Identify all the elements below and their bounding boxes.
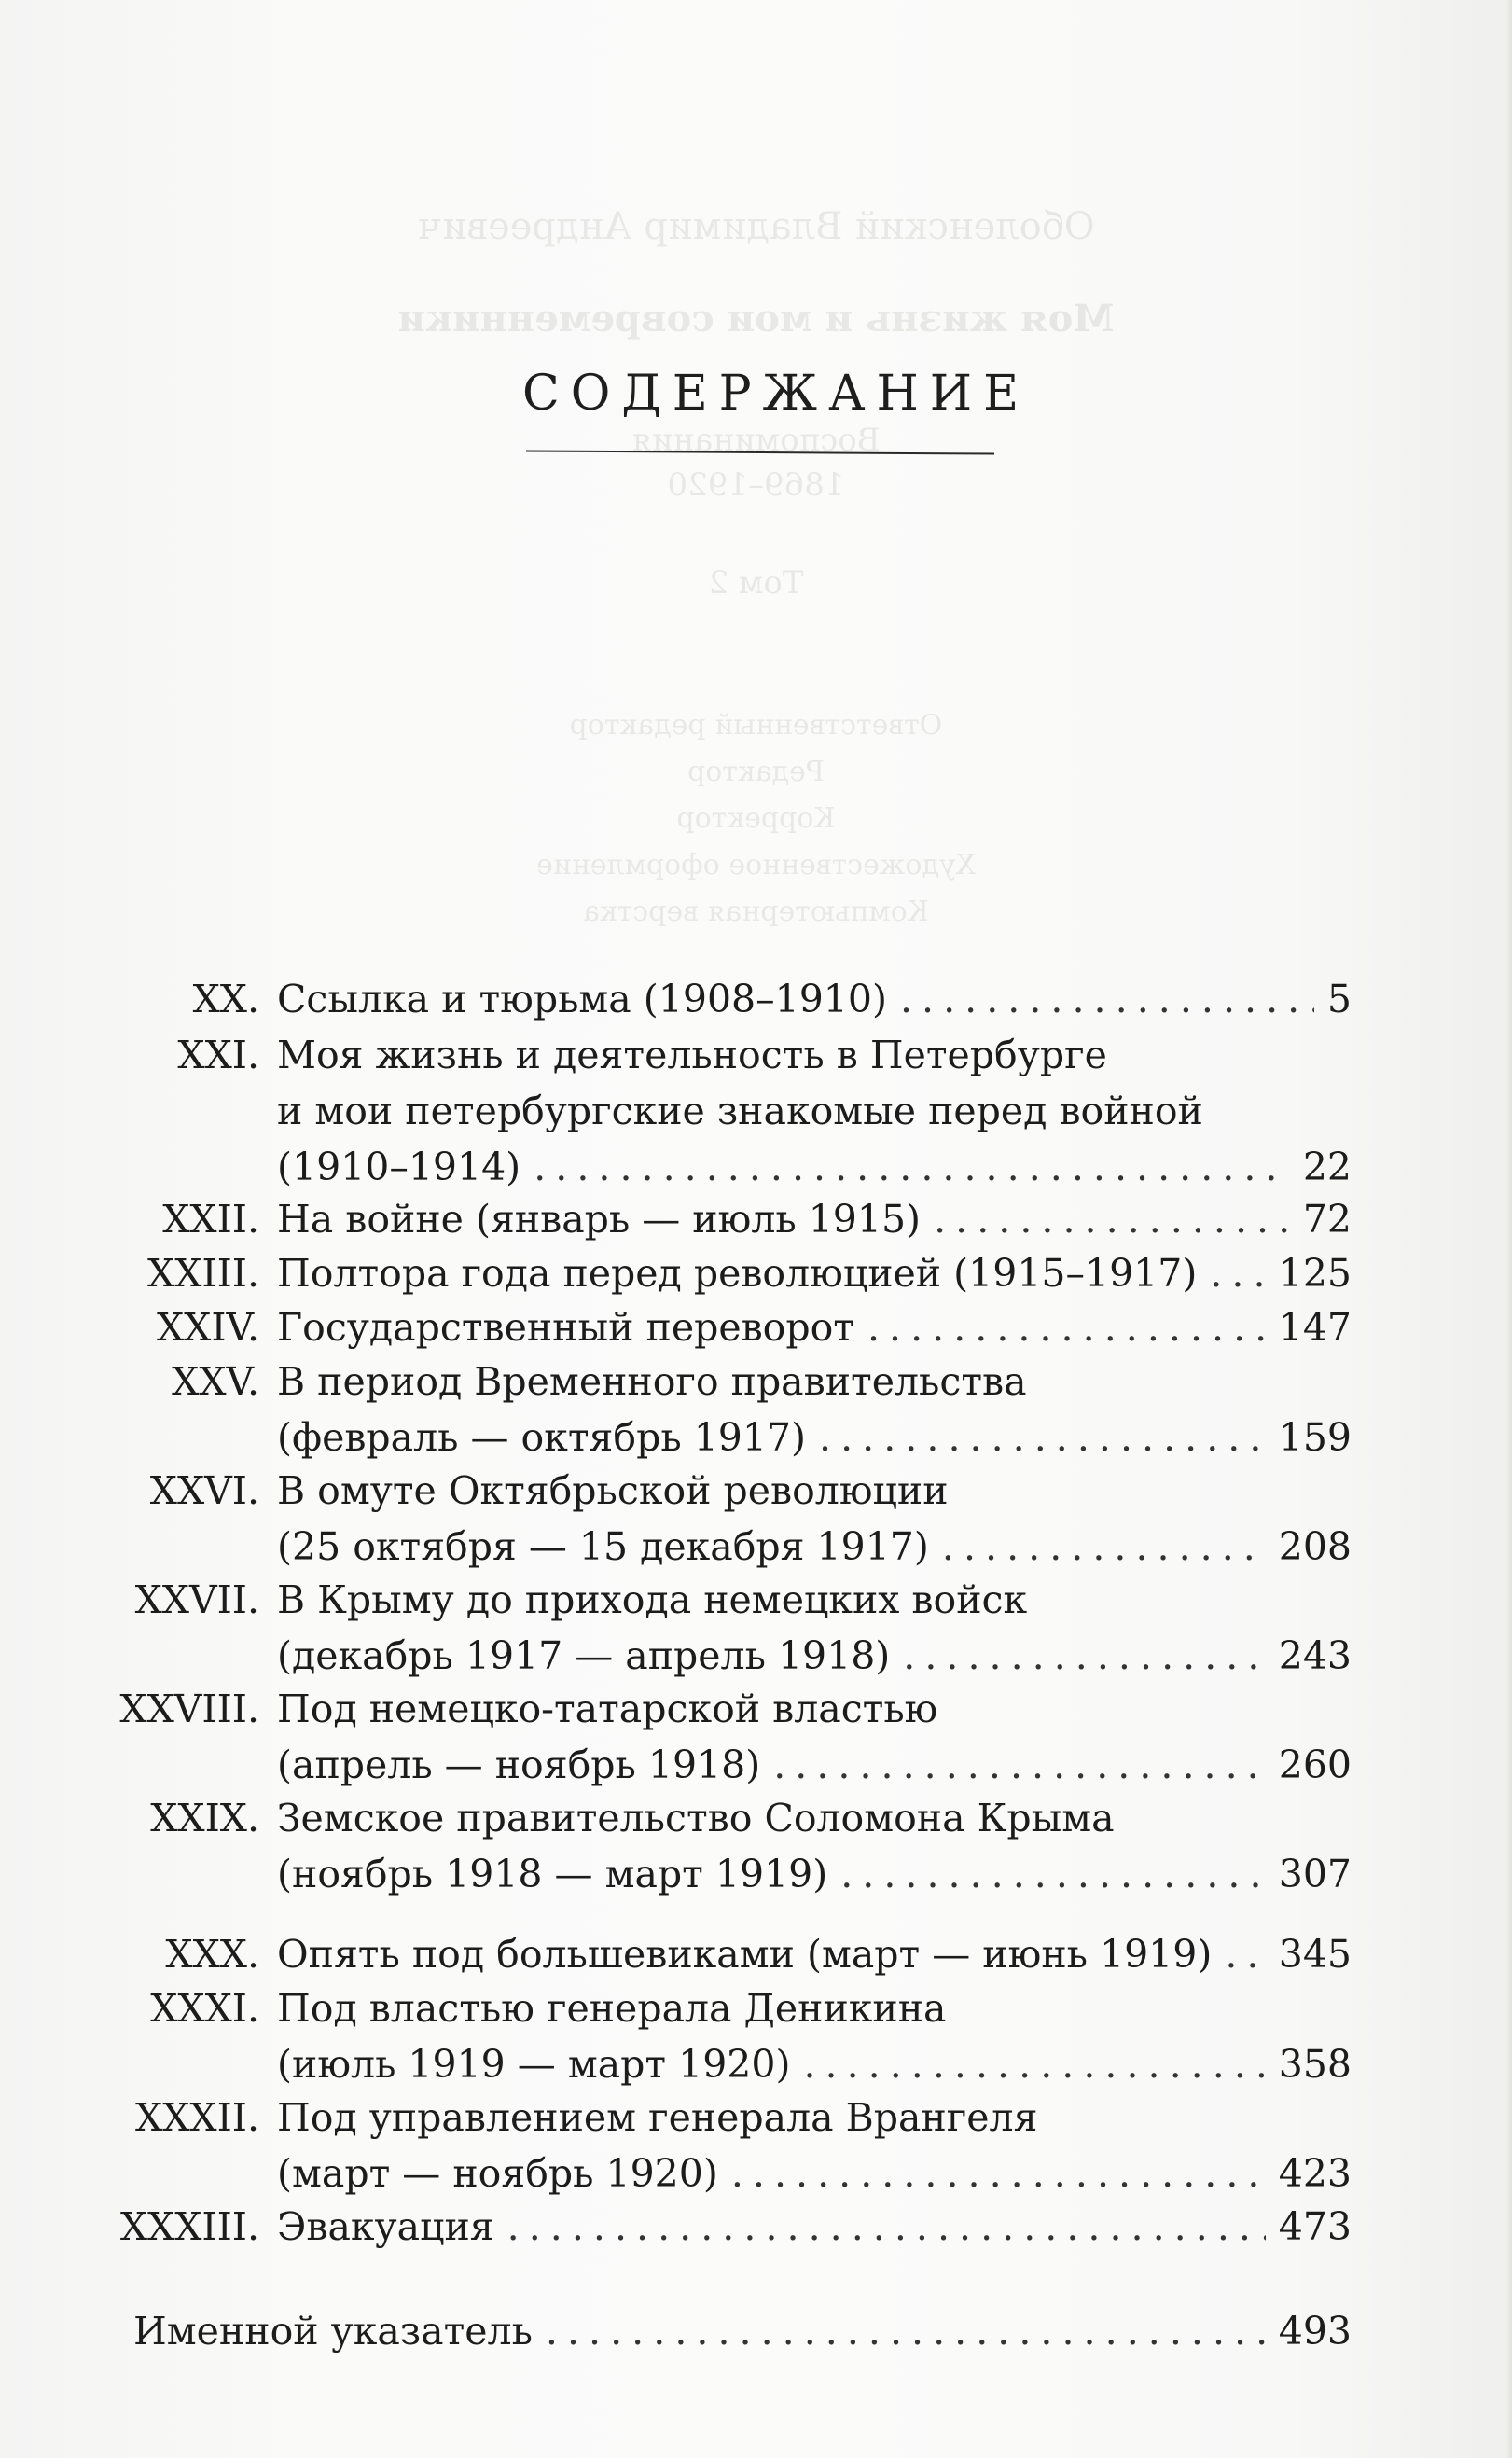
leader-dots — [934, 1192, 1290, 1246]
chapter-number: XXII. — [162, 1197, 259, 1242]
page-number: 493 — [1278, 2309, 1352, 2354]
toc-entry-last-line — [277, 1847, 1352, 1901]
toc-entry-last-line — [277, 1738, 1352, 1792]
page-title: СОДЕРЖАНИЕ — [522, 366, 1031, 422]
chapter-title: Опять под большевиками (март — июнь 1919) — [277, 1932, 1213, 1977]
leader-dots — [507, 2200, 1266, 2254]
page-number: 22 — [1302, 1145, 1352, 1189]
chapter-number: XXXIII. — [119, 2204, 259, 2249]
chapter-number: XXIX. — [150, 1796, 259, 1840]
page-number: 473 — [1278, 2204, 1352, 2249]
chapter-title: На войне (январь — июль 1915) — [277, 1197, 922, 1242]
chapter-title: (июль 1919 — март 1920) — [277, 2042, 791, 2087]
leader-dots — [546, 2304, 1266, 2358]
chapter-number: XXXII. — [135, 2095, 259, 2140]
chapter-title: (декабрь 1917 — апрель 1918) — [277, 1633, 891, 1678]
chapter-number: XXVI. — [149, 1468, 259, 1513]
leader-dots — [773, 1738, 1266, 1792]
chapter-number: XXIII. — [147, 1251, 259, 1296]
leader-dots — [731, 2146, 1266, 2201]
page-number: 243 — [1278, 1633, 1352, 1678]
leader-dots — [1225, 1927, 1265, 1981]
page-number: 423 — [1278, 2151, 1352, 2196]
leader-dots — [534, 1140, 1290, 1194]
page-number: 345 — [1278, 1932, 1352, 1977]
chapter-number: XXXI. — [150, 1986, 259, 2031]
page-number: 159 — [1278, 1415, 1352, 1460]
page-number: 147 — [1278, 1305, 1352, 1350]
leader-dots — [900, 972, 1314, 1026]
page-number: 208 — [1278, 1524, 1352, 1569]
page-edge-shadow — [1506, 0, 1512, 2458]
leader-dots — [819, 1410, 1266, 1465]
leader-dots — [867, 1300, 1266, 1354]
chapter-title: Государственный переворот — [277, 1305, 854, 1350]
chapter-title: (март — ноябрь 1920) — [277, 2151, 718, 2196]
bleed-through-text: Оболенский Владимир Андреевич Моя жизнь и мои современники Воспоминания 1869–1920 Том 2 Ответственный редактор Редактор Корректор Художественное оформление Компьютерная верстка — [397, 205, 1115, 928]
chapter-title-line: Земское правительство Соломона Крыма — [277, 1796, 1115, 1840]
leader-dots — [903, 1629, 1265, 1683]
chapter-number: XXIV. — [156, 1305, 259, 1350]
chapter-title-line: Под управлением генерала Врангеля — [277, 2095, 1038, 2140]
leader-dots — [803, 2037, 1265, 2091]
page-number: 5 — [1326, 977, 1352, 1021]
page-number: 125 — [1278, 1251, 1352, 1296]
chapter-number: XXI. — [177, 1033, 259, 1077]
toc-entry-last-line — [277, 1140, 1352, 1194]
chapter-title: (25 октября — 15 декабря 1917) — [277, 1524, 929, 1569]
toc-entry-last-line — [277, 1192, 1352, 1246]
chapter-title-line: Под немецко-татарской властью — [277, 1687, 938, 1731]
chapter-title-line: Под властью генерала Деникина — [277, 1986, 947, 2031]
chapter-title-line: и мои петербургские знакомые перед войной — [277, 1089, 1203, 1133]
chapter-title: Полтора года перед революцией (1915–1917) — [277, 1251, 1198, 1296]
chapter-title-line: В омуте Октябрьской революции — [277, 1468, 949, 1513]
chapter-title: Ссылка и тюрьма (1908–1910) — [277, 977, 887, 1021]
toc-entry-last-line — [277, 1629, 1352, 1683]
page-number: 72 — [1302, 1197, 1352, 1242]
leader-dots — [942, 1520, 1266, 1574]
toc-entry-last-line — [277, 1246, 1352, 1300]
toc-entry-last-line — [277, 2200, 1352, 2254]
chapter-title-line: Моя жизнь и деятельность в Петербурге — [277, 1033, 1107, 1077]
chapter-title: (февраль — октябрь 1917) — [277, 1415, 807, 1460]
page-number: 358 — [1278, 2042, 1352, 2087]
toc-entry-last-line — [277, 972, 1352, 1026]
chapter-title: (ноябрь 1918 — март 1919) — [277, 1852, 828, 1896]
chapter-number: XXX. — [165, 1932, 259, 1977]
index-label: Именной указатель — [133, 2309, 533, 2354]
chapter-title-line: В Крыму до прихода немецких войск — [277, 1577, 1028, 1622]
toc-entry-last-line — [277, 1927, 1352, 1981]
leader-dots — [840, 1847, 1266, 1901]
toc-entry-last-line — [277, 1300, 1352, 1354]
toc-entry-last-line — [133, 2304, 1352, 2358]
page-number: 260 — [1278, 1743, 1352, 1787]
page-number: 307 — [1278, 1852, 1352, 1896]
chapter-number: XXV. — [172, 1359, 259, 1404]
chapter-number: XX. — [192, 977, 259, 1021]
chapter-title: (апрель — ноябрь 1918) — [277, 1743, 761, 1787]
toc-entry-last-line — [277, 2146, 1352, 2201]
toc-entry-last-line — [277, 1520, 1352, 1574]
toc-entry-last-line — [277, 1410, 1352, 1465]
toc-entry-last-line — [277, 2037, 1352, 2091]
chapter-title-line: В период Временного правительства — [277, 1359, 1027, 1404]
chapter-title: Эвакуация — [277, 2204, 494, 2249]
chapter-number: XXVII. — [134, 1577, 259, 1622]
chapter-number: XXVIII. — [119, 1687, 259, 1731]
leader-dots — [1210, 1246, 1265, 1300]
chapter-title: (1910–1914) — [277, 1145, 521, 1189]
